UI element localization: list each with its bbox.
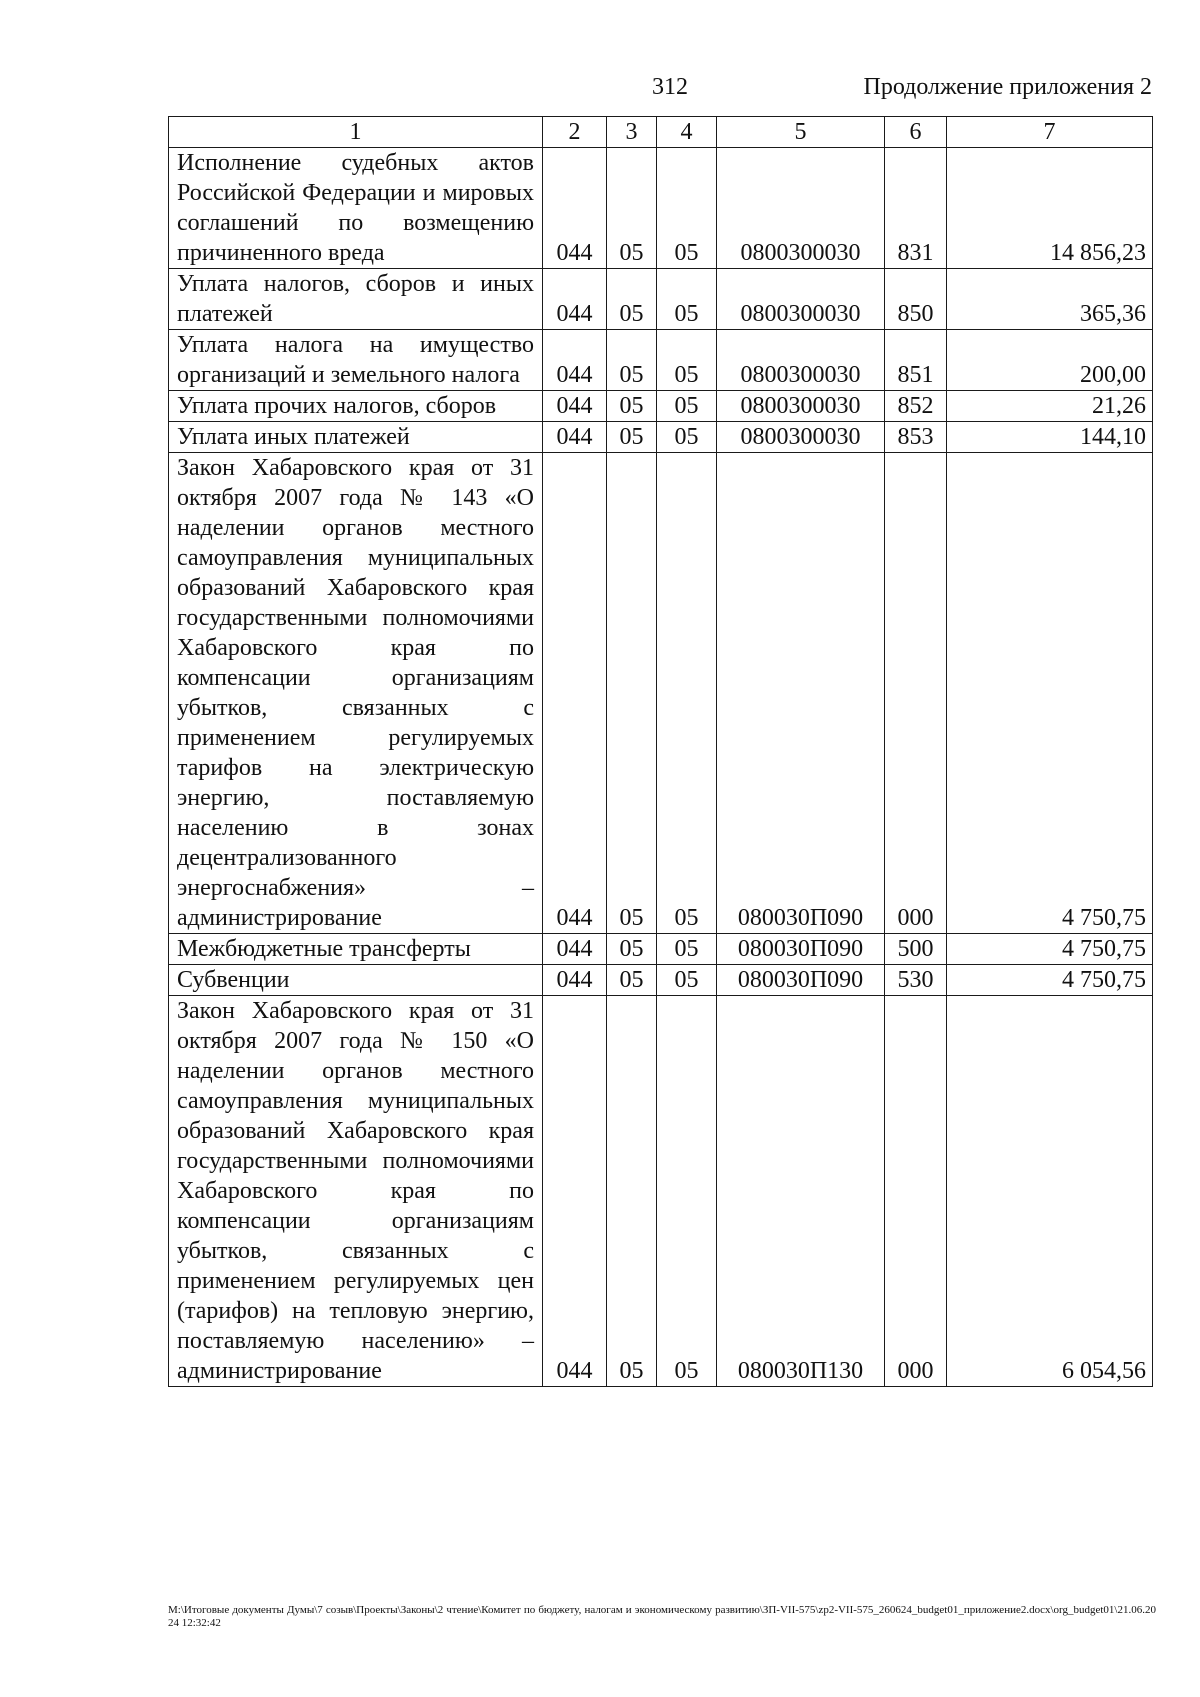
row-name: Уплата налога на имущество организаций и земельного налога	[169, 330, 543, 391]
table-row	[169, 453, 1153, 934]
row-code-ministry: 044	[543, 422, 607, 453]
row-amount: 365,36	[947, 269, 1153, 330]
row-code-ministry: 044	[543, 934, 607, 965]
row-code-subsection: 05	[657, 965, 717, 996]
column-header-1: 1	[169, 117, 543, 148]
row-code-target: 0800300030	[717, 148, 885, 269]
row-code-target: 0800300030	[717, 330, 885, 391]
row-name: Уплата иных платежей	[169, 422, 543, 453]
row-code-expense-type: 530	[885, 965, 947, 996]
row-code-subsection: 05	[657, 453, 717, 934]
document-file-path: M:\Итоговые документы Думы\7 созыв\Проекты\Законы\2 чтение\Комитет по бюджету, налогам и экономическому развитию\ЗП-VII-575\zp2-VII-575_260624_budget01_приложение2.docx\org_budget01\21.06.2024 12:32:42	[168, 1604, 1156, 1629]
row-code-ministry: 044	[543, 148, 607, 269]
row-name: Уплата налогов, сборов и иных платежей	[169, 269, 543, 330]
row-code-section: 05	[607, 965, 657, 996]
column-header-4: 4	[657, 117, 717, 148]
row-amount: 21,26	[947, 391, 1153, 422]
row-amount: 4 750,75	[947, 934, 1153, 965]
table-row	[169, 330, 1153, 391]
row-code-target: 0800300030	[717, 422, 885, 453]
budget-table	[168, 116, 1153, 1387]
row-code-subsection: 05	[657, 148, 717, 269]
row-name: Межбюджетные трансферты	[169, 934, 543, 965]
row-code-section: 05	[607, 996, 657, 1387]
row-code-expense-type: 000	[885, 453, 947, 934]
row-code-ministry: 044	[543, 965, 607, 996]
row-code-expense-type: 831	[885, 148, 947, 269]
table-row	[169, 269, 1153, 330]
row-code-expense-type: 000	[885, 996, 947, 1387]
row-code-section: 05	[607, 453, 657, 934]
row-code-subsection: 05	[657, 934, 717, 965]
row-name: Субвенции	[169, 965, 543, 996]
row-amount: 14 856,23	[947, 148, 1153, 269]
row-name: Уплата прочих налогов, сборов	[169, 391, 543, 422]
table-row	[169, 391, 1153, 422]
row-code-target: 0800300030	[717, 391, 885, 422]
column-header-3: 3	[607, 117, 657, 148]
page-number: 312	[652, 74, 688, 100]
row-code-target: 080030П130	[717, 996, 885, 1387]
row-name: Закон Хабаровского края от 31 октября 2007 года № 150 «О наделении органов местного самоуправления муниципальных образований Хабаровского края государственными полномочиями Хабаровского края по компенсации организациям убытков, связанных с применением регулируемых цен (тарифов) на тепловую энергию, поставляемую населению» – администрирование	[169, 996, 543, 1387]
column-header-6: 6	[885, 117, 947, 148]
row-code-section: 05	[607, 148, 657, 269]
row-code-expense-type: 851	[885, 330, 947, 391]
table-row	[169, 996, 1153, 1387]
row-code-section: 05	[607, 934, 657, 965]
row-code-target: 080030П090	[717, 934, 885, 965]
row-code-target: 080030П090	[717, 453, 885, 934]
row-code-subsection: 05	[657, 422, 717, 453]
row-code-subsection: 05	[657, 996, 717, 1387]
column-header-5: 5	[717, 117, 885, 148]
row-name: Исполнение судебных актов Российской Федерации и мировых соглашений по возмещению причиненного вреда	[169, 148, 543, 269]
row-code-expense-type: 500	[885, 934, 947, 965]
row-code-target: 080030П090	[717, 965, 885, 996]
row-code-section: 05	[607, 330, 657, 391]
row-code-section: 05	[607, 422, 657, 453]
table-row	[169, 422, 1153, 453]
row-amount: 200,00	[947, 330, 1153, 391]
row-code-subsection: 05	[657, 269, 717, 330]
row-code-ministry: 044	[543, 996, 607, 1387]
appendix-continuation-title: Продолжение приложения 2	[863, 74, 1152, 100]
row-code-target: 0800300030	[717, 269, 885, 330]
table-header-row	[169, 117, 1153, 148]
row-name: Закон Хабаровского края от 31 октября 2007 года № 143 «О наделении органов местного самоуправления муниципальных образований Хабаровского края государственными полномочиями Хабаровского края по компенсации организациям убытков, связанных с применением регулируемых тарифов на электрическую энергию, поставляемую населению в зонах децентрализованного энергоснабжения» – администрирование	[169, 453, 543, 934]
table-row	[169, 965, 1153, 996]
row-code-ministry: 044	[543, 391, 607, 422]
row-amount: 144,10	[947, 422, 1153, 453]
row-amount: 4 750,75	[947, 965, 1153, 996]
table-row	[169, 934, 1153, 965]
column-header-7: 7	[947, 117, 1153, 148]
row-amount: 4 750,75	[947, 453, 1153, 934]
row-code-section: 05	[607, 269, 657, 330]
column-header-2: 2	[543, 117, 607, 148]
row-code-expense-type: 850	[885, 269, 947, 330]
row-code-section: 05	[607, 391, 657, 422]
row-code-ministry: 044	[543, 269, 607, 330]
row-code-ministry: 044	[543, 453, 607, 934]
row-code-subsection: 05	[657, 391, 717, 422]
row-code-subsection: 05	[657, 330, 717, 391]
row-amount: 6 054,56	[947, 996, 1153, 1387]
row-code-expense-type: 853	[885, 422, 947, 453]
table-row	[169, 148, 1153, 269]
row-code-expense-type: 852	[885, 391, 947, 422]
row-code-ministry: 044	[543, 330, 607, 391]
